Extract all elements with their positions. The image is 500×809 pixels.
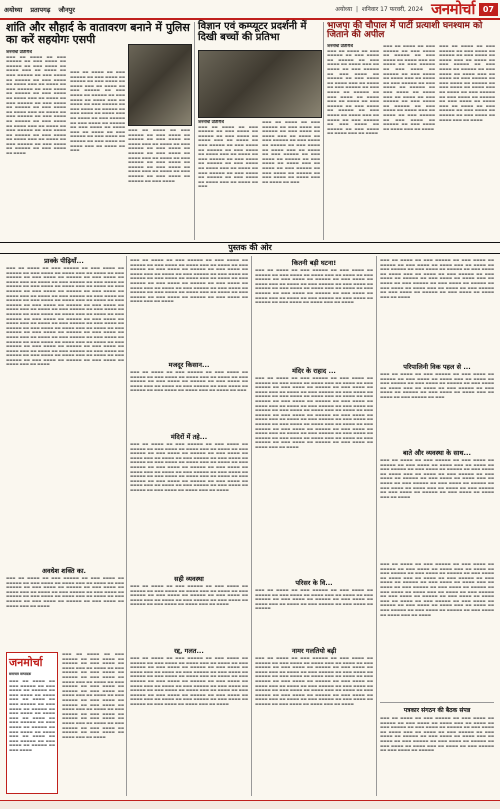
edition-name: जौनपुर (58, 5, 75, 14)
bottom-story-body (6, 266, 124, 562)
section-divider (380, 702, 494, 703)
column-divider (126, 256, 127, 796)
newspaper-logo: जनमोर्चा (431, 0, 475, 18)
page-number: 07 (479, 3, 498, 16)
body-text: ▬▬▬ ▬▬ ▬▬▬▬ ▬▬ ▬▬▬ ▬▬▬▬▬ ▬▬ ▬▬▬ ▬▬▬▬ ▬▬ ▬▬▬▬▬ ▬▬ ▬▬▬ ▬▬▬▬ ▬▬ ▬▬▬▬ ▬▬▬ ▬▬ ▬▬▬▬ ▬▬ ▬▬▬ ▬▬▬▬▬ ▬▬ ▬▬▬ ▬▬▬▬ ▬▬ ▬▬▬▬▬ ▬▬ ▬▬▬ ▬▬▬▬ ▬▬ ▬▬▬▬ ▬▬▬ ▬▬ ▬▬▬▬ ▬▬ ▬▬▬ ▬▬▬▬▬ ▬▬ ▬▬▬ ▬▬▬▬ ▬▬ ▬▬▬▬▬ ▬▬ ▬▬▬ ▬▬▬▬ ▬▬ ▬▬▬▬ ▬▬▬ ▬▬ ▬▬▬▬ ▬▬ ▬▬▬ ▬▬▬▬▬ ▬▬ ▬▬▬ ▬▬▬▬ ▬▬ ▬▬▬▬▬ ▬▬ ▬▬▬ ▬▬▬▬ ▬▬ ▬▬▬▬ ▬▬▬ ▬▬ ▬▬▬▬ ▬▬ ▬▬▬ ▬▬▬▬▬ ▬▬ ▬▬▬ ▬▬▬▬ ▬▬ ▬▬▬▬▬ ▬▬ ▬▬▬ ▬▬▬▬ ▬▬ ▬▬▬▬ ▬▬▬ ▬▬ ▬▬▬▬ ▬▬ ▬▬▬ ▬▬▬▬▬ ▬▬ ▬▬▬ ▬▬▬▬ ▬▬ ▬▬▬▬▬ ▬▬ ▬▬▬ ▬▬▬▬ ▬▬ ▬▬▬▬ ▬▬▬ ▬▬ ▬▬▬▬ ▬▬ ▬▬▬ ▬▬▬▬▬ ▬▬ ▬▬▬ ▬▬▬▬ ▬▬ ▬▬▬▬▬ ▬▬ ▬▬▬ ▬▬▬▬ ▬▬ ▬▬▬▬ ▬▬▬ ▬▬ ▬▬▬▬ (255, 656, 373, 706)
bottom-story-body (6, 576, 124, 648)
story2-headline: विज्ञान एवं कम्प्यूटर प्रदर्शनी में दिखी बच्चों की प्रतिभा (198, 21, 307, 43)
bottom-story-headline: मंदिरों में तहे... (170, 433, 208, 441)
bottom-story-headline: मंदिर के राहाद ... (292, 367, 336, 375)
body-text: ▬▬▬ ▬▬ ▬▬▬▬ ▬▬ ▬▬▬ ▬▬▬▬▬ ▬▬ ▬▬▬ ▬▬▬▬ ▬▬ ▬▬▬▬▬ ▬▬ ▬▬▬ ▬▬▬▬ ▬▬ ▬▬▬▬ ▬▬▬ ▬▬ ▬▬▬▬ ▬▬ ▬▬▬ ▬▬▬▬▬ ▬▬ ▬▬▬ ▬▬▬▬ ▬▬ ▬▬▬▬▬ ▬▬ ▬▬▬ ▬▬▬▬ ▬▬ ▬▬▬▬ ▬▬▬ ▬▬ ▬▬▬▬ ▬▬ ▬▬▬ ▬▬▬▬▬ ▬▬ ▬▬▬ ▬▬▬▬ ▬▬ ▬▬▬▬▬ ▬▬ ▬▬▬ ▬▬▬▬ ▬▬ ▬▬▬▬ ▬▬▬ ▬▬ ▬▬▬▬ ▬▬ ▬▬▬ ▬▬▬▬▬ ▬▬ ▬▬▬ ▬▬▬▬ ▬▬ ▬▬▬▬▬ ▬▬ ▬▬▬ ▬▬▬▬ ▬▬ ▬▬▬▬ ▬▬▬ ▬▬ ▬▬▬▬ ▬▬ ▬▬▬ ▬▬▬▬▬ ▬▬ ▬▬▬ ▬▬▬▬ ▬▬ ▬▬▬▬▬ ▬▬ ▬▬▬ ▬▬▬▬ ▬▬ ▬▬▬▬ ▬▬▬ ▬▬ ▬▬▬▬ (380, 258, 494, 299)
body-text: ▬▬▬ ▬▬ ▬▬▬▬ ▬▬ ▬▬▬ ▬▬▬▬▬ ▬▬ ▬▬▬ ▬▬▬▬ ▬▬ ▬▬▬▬▬ ▬▬ ▬▬▬ ▬▬▬▬ ▬▬ ▬▬▬▬ ▬▬▬ ▬▬ ▬▬▬▬ ▬▬ ▬▬▬ ▬▬▬▬▬ ▬▬ ▬▬▬ ▬▬▬▬ ▬▬ ▬▬▬▬▬ ▬▬ ▬▬▬ ▬▬▬▬ ▬▬ ▬▬▬▬ ▬▬▬ ▬▬ ▬▬▬▬ ▬▬ ▬▬▬ ▬▬▬▬▬ ▬▬ ▬▬▬ ▬▬▬▬ ▬▬ ▬▬▬▬▬ ▬▬ ▬▬▬ ▬▬▬▬ ▬▬ ▬▬▬▬ ▬▬▬ ▬▬ ▬▬▬▬ ▬▬ ▬▬▬ ▬▬▬▬▬ ▬▬ ▬▬▬ (380, 372, 494, 399)
editorial-logo: जनमोर्चा (9, 656, 43, 669)
body-text: ▬▬▬ ▬▬ ▬▬▬▬ ▬▬ ▬▬▬ ▬▬▬▬▬ ▬▬ ▬▬▬ ▬▬▬▬ ▬▬ ▬▬▬▬▬ ▬▬ ▬▬▬ ▬▬▬▬ ▬▬ ▬▬▬▬ ▬▬▬ ▬▬ ▬▬▬▬ ▬▬ ▬▬▬ ▬▬▬▬▬ ▬▬ ▬▬▬ ▬▬▬▬ ▬▬ ▬▬▬▬▬ ▬▬ ▬▬▬ ▬▬▬▬ ▬▬ ▬▬▬▬ ▬▬▬ ▬▬ ▬▬▬▬ ▬▬ ▬▬▬ ▬▬▬▬▬ ▬▬ ▬▬▬ ▬▬▬▬ ▬▬ ▬▬▬▬▬ ▬▬ ▬▬▬ ▬▬▬▬ ▬▬ ▬▬▬▬ ▬▬▬ ▬▬ ▬▬▬▬ ▬▬ ▬▬▬ ▬▬▬▬▬ ▬▬ ▬▬▬ ▬▬▬▬ ▬▬ ▬▬▬▬▬ ▬▬ ▬▬▬ ▬▬▬▬ ▬▬ ▬▬▬▬ ▬▬▬ ▬▬ ▬▬▬▬ ▬▬ ▬▬▬ ▬▬▬▬▬ ▬▬ ▬▬▬ ▬▬▬▬ ▬▬ ▬▬▬▬▬ ▬▬ ▬▬▬ ▬▬▬▬ ▬▬ ▬▬▬▬ ▬▬▬ ▬▬ ▬▬▬▬ ▬▬ ▬▬▬ ▬▬▬▬▬ ▬▬ ▬▬▬ ▬▬▬▬ ▬▬ ▬▬▬▬▬ ▬▬ ▬▬▬ ▬▬▬▬ ▬▬ ▬▬▬▬ ▬▬▬ ▬▬ ▬▬▬▬ ▬▬ ▬▬▬ ▬▬▬▬▬ ▬▬ ▬▬▬ ▬▬▬▬ ▬▬ ▬▬▬▬▬ ▬▬ ▬▬▬ ▬▬▬▬ ▬▬ ▬▬▬▬ ▬▬▬ ▬▬ ▬▬▬▬ (380, 562, 494, 617)
body-text: ▬▬▬ ▬▬ ▬▬▬▬ ▬▬ ▬▬▬ ▬▬▬▬▬ ▬▬ ▬▬▬ ▬▬▬▬ ▬▬ ▬▬▬▬▬ ▬▬ ▬▬▬ ▬▬▬▬ ▬▬ ▬▬▬▬ ▬▬▬ ▬▬ ▬▬▬▬ ▬▬ ▬▬▬ ▬▬▬▬▬ ▬▬ ▬▬▬ ▬▬▬▬ ▬▬ ▬▬▬▬▬ ▬▬ ▬▬▬ ▬▬▬▬ ▬▬ ▬▬▬▬ ▬▬▬ ▬▬ ▬▬▬▬ ▬▬ ▬▬▬ ▬▬▬▬▬ ▬▬ ▬▬▬ ▬▬▬▬ ▬▬ ▬▬▬▬▬ ▬▬ ▬▬▬ ▬▬▬▬ ▬▬ ▬▬▬▬ ▬▬▬ ▬▬ ▬▬▬▬ ▬▬ ▬▬▬ ▬▬▬▬▬ ▬▬ ▬▬▬ ▬▬▬▬ ▬▬ ▬▬▬▬▬ ▬▬ ▬▬▬ ▬▬▬▬ ▬▬ ▬▬▬▬ ▬▬▬ ▬▬ ▬▬▬▬ ▬▬ ▬▬▬ ▬▬▬▬▬ ▬▬ ▬▬▬ ▬▬▬▬ ▬▬ ▬▬▬▬▬ ▬▬ ▬▬▬ ▬▬▬▬ ▬▬ ▬▬▬▬ ▬▬▬ ▬▬ ▬▬▬▬ ▬▬ ▬▬▬ ▬▬▬▬▬ ▬▬ ▬▬▬ ▬▬▬▬ ▬▬ ▬▬▬▬▬ ▬▬ ▬▬▬ ▬▬▬▬ ▬▬ ▬▬▬▬ ▬▬▬ ▬▬ ▬▬▬▬ ▬▬ ▬▬▬ ▬▬▬▬▬ ▬▬ ▬▬▬ ▬▬▬▬ ▬▬ ▬▬▬▬▬ ▬▬ ▬▬▬ ▬▬▬▬ ▬▬ ▬▬▬▬ ▬▬▬ ▬▬ ▬▬▬▬ ▬▬ ▬▬▬ ▬▬▬▬▬ ▬▬ ▬▬▬ ▬▬▬▬ ▬▬ ▬▬▬▬▬ ▬▬ ▬▬▬ ▬▬▬▬ ▬▬ ▬▬▬▬ ▬▬▬ ▬▬ ▬▬▬▬ ▬▬ ▬▬▬ ▬▬▬▬▬ ▬▬ ▬▬▬ ▬▬▬▬ ▬▬ ▬▬▬▬▬ ▬▬ ▬▬▬ ▬▬▬▬ ▬▬ ▬▬▬▬ ▬▬▬ ▬▬ ▬▬▬▬ ▬▬ ▬▬▬ ▬▬▬▬▬ ▬▬ ▬▬▬ ▬▬▬▬ ▬▬ ▬▬▬▬▬ ▬▬ ▬▬▬ ▬▬▬▬ ▬▬ ▬▬▬▬ ▬▬▬ ▬▬ ▬▬▬▬ ▬▬ ▬▬▬ ▬▬▬▬▬ ▬▬ ▬▬▬ ▬▬▬▬ ▬▬ ▬▬▬▬▬ ▬▬ ▬▬▬ ▬▬▬▬ ▬▬ ▬▬▬▬ ▬▬▬ ▬▬ ▬▬▬▬ ▬▬ ▬▬▬ ▬▬▬▬▬ ▬▬ ▬▬▬ ▬▬▬▬ ▬▬ ▬▬▬▬▬ ▬▬ ▬▬▬ ▬▬▬▬ ▬▬ ▬▬▬▬ ▬▬▬ ▬▬ ▬▬▬▬ ▬▬ ▬▬▬ ▬▬▬▬▬ ▬▬ ▬▬▬ ▬▬▬▬ ▬▬ ▬▬▬▬▬ ▬▬ ▬▬▬ ▬▬▬▬ ▬▬ ▬▬▬▬ ▬▬▬ ▬▬ ▬▬▬▬ ▬▬ ▬▬▬ ▬▬▬▬▬ ▬▬ ▬▬▬ ▬▬▬▬ ▬▬ ▬▬▬▬▬ ▬▬ ▬▬▬ ▬▬▬▬ ▬▬ ▬▬▬▬ ▬▬▬ ▬▬ ▬▬▬▬ (6, 266, 124, 367)
body-text: ▬▬▬ ▬▬ ▬▬▬▬ ▬▬ ▬▬▬ ▬▬▬▬▬ ▬▬ ▬▬▬ ▬▬▬▬ ▬▬ ▬▬▬▬▬ ▬▬ ▬▬▬ ▬▬▬▬ ▬▬ ▬▬▬▬ ▬▬▬ ▬▬ ▬▬▬▬ ▬▬ ▬▬▬ ▬▬▬▬▬ ▬▬ ▬▬▬ ▬▬▬▬ ▬▬ ▬▬▬▬▬ ▬▬ ▬▬▬ ▬▬▬▬ ▬▬ ▬▬▬▬ ▬▬▬ ▬▬ ▬▬▬▬ ▬▬ ▬▬▬ ▬▬▬▬▬ ▬▬ ▬▬▬ ▬▬▬▬ ▬▬ ▬▬▬▬▬ ▬▬ ▬▬▬ ▬▬▬▬ ▬▬ ▬▬▬▬ ▬▬▬ ▬▬ ▬▬▬▬ ▬▬ ▬▬▬ ▬▬▬▬▬ ▬▬ ▬▬▬ ▬▬▬▬ ▬▬ ▬▬▬▬▬ ▬▬ ▬▬▬ ▬▬▬▬ ▬▬ ▬▬▬▬ ▬▬▬ ▬▬ ▬▬▬▬ ▬▬ ▬▬▬ ▬▬▬▬▬ ▬▬ ▬▬▬ ▬▬▬▬ ▬▬ ▬▬▬▬▬ (380, 716, 494, 753)
bottom-story-headline: परिसर के वि... (295, 579, 333, 587)
story1-photo (128, 44, 192, 126)
editorial-body (9, 679, 55, 789)
bottom-story-headline: प्राक्के पीढ़ियाँ... (44, 257, 84, 265)
bottom-story-body (255, 268, 373, 364)
bottom-story-body (255, 376, 373, 576)
bottom-story-headline: परिपालिनी विक पहल से ... (403, 363, 471, 371)
body-text: ▬▬▬ ▬▬ ▬▬▬▬ ▬▬ ▬▬▬ ▬▬▬▬▬ ▬▬ ▬▬▬ ▬▬▬▬ ▬▬ ▬▬▬▬▬ ▬▬ ▬▬▬ ▬▬▬▬ ▬▬ ▬▬▬▬ ▬▬▬ ▬▬ ▬▬▬▬ ▬▬ ▬▬▬ ▬▬▬▬▬ ▬▬ ▬▬▬ ▬▬▬▬ ▬▬ ▬▬▬▬▬ ▬▬ ▬▬▬ ▬▬▬▬ ▬▬ ▬▬▬▬ ▬▬▬ ▬▬ ▬▬▬▬ ▬▬ ▬▬▬ ▬▬▬▬▬ ▬▬ ▬▬▬ ▬▬▬▬ ▬▬ ▬▬▬▬▬ ▬▬ ▬▬▬ ▬▬▬▬ ▬▬ ▬▬▬▬ ▬▬▬ ▬▬ ▬▬▬▬ (130, 584, 248, 607)
body-text: ▬▬▬ ▬▬ ▬▬▬▬ ▬▬ ▬▬▬ ▬▬▬▬▬ ▬▬ ▬▬▬ ▬▬▬▬ ▬▬ ▬▬▬▬▬ ▬▬ ▬▬▬ ▬▬▬▬ ▬▬ ▬▬▬▬ ▬▬▬ ▬▬ ▬▬▬▬ ▬▬ ▬▬▬ ▬▬▬▬▬ ▬▬ ▬▬▬ ▬▬▬▬ ▬▬ ▬▬▬▬▬ ▬▬ ▬▬▬ ▬▬▬▬ ▬▬ ▬▬▬▬ ▬▬▬ ▬▬ ▬▬▬▬ ▬▬ ▬▬▬ ▬▬▬▬▬ ▬▬ ▬▬▬ ▬▬▬▬ ▬▬ ▬▬▬▬▬ ▬▬ ▬▬▬ ▬▬▬▬ ▬▬ ▬▬▬▬ ▬▬▬ ▬▬ ▬▬▬▬ ▬▬ ▬▬▬ ▬▬▬▬▬ ▬▬ ▬▬▬ ▬▬▬▬ ▬▬ ▬▬▬▬▬ ▬▬ ▬▬▬ ▬▬▬▬ ▬▬ ▬▬▬▬ ▬▬▬ ▬▬ ▬▬▬▬ ▬▬ ▬▬▬ ▬▬▬▬▬ ▬▬ ▬▬▬ ▬▬▬▬ ▬▬ ▬▬▬▬▬ ▬▬ ▬▬▬ ▬▬▬▬ ▬▬ ▬▬▬▬ ▬▬▬ ▬▬ ▬▬▬▬ ▬▬ ▬▬▬ ▬▬▬▬▬ ▬▬ ▬▬▬ ▬▬▬▬ ▬▬ ▬▬▬▬▬ ▬▬ ▬▬▬ ▬▬▬▬ ▬▬ ▬▬▬▬ ▬▬▬ ▬▬ ▬▬▬▬ ▬▬ ▬▬▬ ▬▬▬▬▬ ▬▬ ▬▬▬ ▬▬▬▬ ▬▬ ▬▬▬▬▬ ▬▬ ▬▬▬ ▬▬▬▬ ▬▬ ▬▬▬▬ ▬▬▬ ▬▬ ▬▬▬▬ (130, 656, 248, 706)
date-label: शनिवार 17 फरवरी, 2024 (361, 6, 424, 13)
bottom-story-headline: मजदूर किसान... (168, 361, 210, 369)
body-text: ▬▬▬ ▬▬ ▬▬▬▬ ▬▬ ▬▬▬ ▬▬▬▬▬ ▬▬ ▬▬▬ ▬▬▬▬ ▬▬ ▬▬▬▬▬ ▬▬ ▬▬▬ ▬▬▬▬ ▬▬ ▬▬▬▬ ▬▬▬ ▬▬ ▬▬▬▬ ▬▬ ▬▬▬ ▬▬▬▬▬ ▬▬ ▬▬▬ ▬▬▬▬ ▬▬ ▬▬▬▬▬ ▬▬ ▬▬▬ ▬▬▬▬ ▬▬ ▬▬▬▬ ▬▬▬ ▬▬ ▬▬▬▬ ▬▬ ▬▬▬ ▬▬▬▬▬ ▬▬ ▬▬▬ ▬▬▬▬ ▬▬ ▬▬▬▬▬ ▬▬ ▬▬▬ ▬▬▬▬ ▬▬ ▬▬▬▬ ▬▬▬ ▬▬ ▬▬▬▬ ▬▬ ▬▬▬ ▬▬▬▬▬ ▬▬ ▬▬▬ ▬▬▬▬ ▬▬ ▬▬▬▬▬ ▬▬ ▬▬▬ ▬▬▬▬ ▬▬ ▬▬▬▬ ▬▬▬ ▬▬ ▬▬▬▬ ▬▬ ▬▬▬ ▬▬▬▬▬ ▬▬ ▬▬▬ ▬▬▬▬ ▬▬ ▬▬▬▬▬ ▬▬ ▬▬▬ ▬▬▬▬ ▬▬ ▬▬▬▬ ▬▬▬ ▬▬ ▬▬▬▬ ▬▬ ▬▬▬ ▬▬▬▬▬ ▬▬ ▬▬▬ ▬▬▬▬ ▬▬ ▬▬▬▬▬ ▬▬ ▬▬▬ ▬▬▬▬ ▬▬ ▬▬▬▬ ▬▬▬ ▬▬ ▬▬▬▬ (62, 652, 124, 739)
body-text: ▬▬▬ ▬▬ ▬▬▬▬ ▬▬ ▬▬▬ ▬▬▬▬▬ ▬▬ ▬▬▬ ▬▬▬▬ ▬▬ ▬▬▬▬▬ ▬▬ ▬▬▬ ▬▬▬▬ ▬▬ ▬▬▬▬ ▬▬▬ ▬▬ ▬▬▬▬ ▬▬ ▬▬▬ ▬▬▬▬▬ ▬▬ ▬▬▬ ▬▬▬▬ ▬▬ ▬▬▬▬▬ ▬▬ ▬▬▬ ▬▬▬▬ ▬▬ ▬▬▬▬ ▬▬▬ ▬▬ ▬▬▬▬ ▬▬ ▬▬▬ ▬▬▬▬▬ ▬▬ ▬▬▬ ▬▬▬▬ ▬▬ ▬▬▬▬▬ ▬▬ ▬▬▬ ▬▬▬▬ ▬▬ ▬▬▬▬ ▬▬▬ ▬▬ ▬▬▬▬ ▬▬ ▬▬▬ ▬▬▬▬▬ ▬▬ ▬▬▬ ▬▬▬▬ ▬▬ ▬▬▬▬▬ ▬▬ ▬▬▬ ▬▬▬▬ ▬▬ ▬▬▬▬ ▬▬▬ ▬▬ ▬▬▬▬ ▬▬ ▬▬▬ ▬▬▬▬▬ ▬▬ ▬▬▬ ▬▬▬▬ ▬▬ ▬▬▬▬▬ ▬▬ ▬▬▬ ▬▬▬▬ ▬▬ ▬▬▬▬ ▬▬▬ ▬▬ ▬▬▬▬ ▬▬ ▬▬▬ (70, 70, 125, 153)
body-text: ▬▬▬ ▬▬ ▬▬▬▬ ▬▬ ▬▬▬ ▬▬▬▬▬ ▬▬ ▬▬▬ ▬▬▬▬ ▬▬ ▬▬▬▬▬ ▬▬ ▬▬▬ ▬▬▬▬ ▬▬ ▬▬▬▬ ▬▬▬ ▬▬ ▬▬▬▬ ▬▬ ▬▬▬ ▬▬▬▬▬ ▬▬ ▬▬▬ ▬▬▬▬ ▬▬ ▬▬▬▬▬ ▬▬ ▬▬▬ ▬▬▬▬ ▬▬ ▬▬▬▬ ▬▬▬ ▬▬ ▬▬▬▬ ▬▬ ▬▬▬ ▬▬▬▬▬ ▬▬ ▬▬▬ ▬▬▬▬ ▬▬ ▬▬▬▬▬ ▬▬ ▬▬▬ ▬▬▬▬ ▬▬ ▬▬▬▬ ▬▬▬ ▬▬ ▬▬▬▬ ▬▬ ▬▬▬ ▬▬▬▬▬ ▬▬ ▬▬▬ ▬▬▬▬ ▬▬ ▬▬▬▬▬ ▬▬ ▬▬▬ ▬▬▬▬ ▬▬ ▬▬▬▬ ▬▬▬ ▬▬ ▬▬▬▬ ▬▬ ▬▬▬ (198, 124, 258, 189)
bottom-story-headline: कितनी बड़ी घटना! (291, 259, 337, 267)
bottom-story-body (380, 258, 494, 358)
bottom-story-body (130, 584, 248, 644)
story3-body-col3 (439, 44, 495, 238)
body-text: ▬▬▬ ▬▬ ▬▬▬▬ ▬▬ ▬▬▬ ▬▬▬▬▬ ▬▬ ▬▬▬ ▬▬▬▬ ▬▬ ▬▬▬▬▬ ▬▬ ▬▬▬ ▬▬▬▬ ▬▬ ▬▬▬▬ ▬▬▬ ▬▬ ▬▬▬▬ ▬▬ ▬▬▬ ▬▬▬▬▬ ▬▬ ▬▬▬ ▬▬▬▬ ▬▬ ▬▬▬▬▬ ▬▬ ▬▬▬ ▬▬▬▬ ▬▬ ▬▬▬▬ ▬▬▬ ▬▬ ▬▬▬▬ ▬▬ ▬▬▬ ▬▬▬▬▬ ▬▬ ▬▬▬ ▬▬▬▬ ▬▬ ▬▬▬▬▬ ▬▬ ▬▬▬ ▬▬▬▬ ▬▬ ▬▬▬▬ ▬▬▬ ▬▬ ▬▬▬▬ ▬▬ ▬▬▬ ▬▬▬▬▬ ▬▬ ▬▬▬ ▬▬▬▬ ▬▬ ▬▬▬▬▬ ▬▬ ▬▬▬ ▬▬▬▬ ▬▬ ▬▬▬▬ ▬▬▬ ▬▬ ▬▬▬▬ ▬▬ ▬▬▬ ▬▬▬▬▬ ▬▬ ▬▬▬ ▬▬▬▬ ▬▬ ▬▬▬▬▬ ▬▬ ▬▬▬ ▬▬▬▬ ▬▬ ▬▬▬▬ ▬▬▬ ▬▬ ▬▬▬▬ ▬▬ ▬▬▬ ▬▬▬▬▬ ▬▬ ▬▬▬ ▬▬▬▬ ▬▬ ▬▬▬▬▬ ▬▬ ▬▬▬ ▬▬▬▬ ▬▬ ▬▬▬▬ ▬▬▬ ▬▬ ▬▬▬▬ ▬▬ ▬▬▬ ▬▬▬▬▬ ▬▬ ▬▬▬ ▬▬▬▬ ▬▬ ▬▬▬▬▬ ▬▬ ▬▬▬ ▬▬▬▬ ▬▬ ▬▬▬▬ (6, 54, 66, 156)
body-text: ▬▬▬ ▬▬ ▬▬▬▬ ▬▬ ▬▬▬ ▬▬▬▬▬ ▬▬ ▬▬▬ ▬▬▬▬ ▬▬ ▬▬▬▬▬ ▬▬ ▬▬▬ ▬▬▬▬ ▬▬ ▬▬▬▬ ▬▬▬ ▬▬ ▬▬▬▬ ▬▬ ▬▬▬ ▬▬▬▬▬ ▬▬ ▬▬▬ ▬▬▬▬ ▬▬ ▬▬▬▬▬ ▬▬ ▬▬▬ ▬▬▬▬ ▬▬ ▬▬▬▬ ▬▬▬ ▬▬ ▬▬▬▬ ▬▬ ▬▬▬ ▬▬▬▬▬ ▬▬ ▬▬▬ ▬▬▬▬ ▬▬ ▬▬▬▬▬ ▬▬ ▬▬▬ ▬▬▬▬ ▬▬ ▬▬▬▬ ▬▬▬ ▬▬ ▬▬▬▬ ▬▬ ▬▬▬ ▬▬▬▬▬ ▬▬ ▬▬▬ ▬▬▬▬ ▬▬ ▬▬▬▬▬ ▬▬ ▬▬▬ ▬▬▬▬ (9, 679, 55, 752)
edition-name: प्रतापगढ़ (30, 5, 51, 14)
body-text: ▬▬▬ ▬▬ ▬▬▬▬ ▬▬ ▬▬▬ ▬▬▬▬▬ ▬▬ ▬▬▬ ▬▬▬▬ ▬▬ ▬▬▬▬▬ ▬▬ ▬▬▬ ▬▬▬▬ ▬▬ ▬▬▬▬ ▬▬▬ ▬▬ ▬▬▬▬ ▬▬ ▬▬▬ ▬▬▬▬▬ ▬▬ ▬▬▬ ▬▬▬▬ ▬▬ ▬▬▬▬▬ ▬▬ ▬▬▬ ▬▬▬▬ ▬▬ ▬▬▬▬ ▬▬▬ ▬▬ ▬▬▬▬ ▬▬ ▬▬▬ ▬▬▬▬▬ ▬▬ ▬▬▬ ▬▬▬▬ ▬▬ ▬▬▬▬▬ ▬▬ ▬▬▬ ▬▬▬▬ ▬▬ ▬▬▬▬ ▬▬▬ ▬▬ ▬▬▬▬ ▬▬ ▬▬▬ ▬▬▬▬▬ ▬▬ ▬▬▬ ▬▬▬▬ ▬▬ ▬▬▬▬▬ ▬▬ ▬▬▬ ▬▬▬▬ ▬▬ ▬▬▬▬ ▬▬▬ ▬▬ ▬▬▬▬ ▬▬ ▬▬▬ (262, 120, 320, 184)
bottom-story-headline: रद्द, गलत... (174, 647, 204, 655)
bottom-story-body (380, 562, 494, 700)
column-divider (251, 256, 252, 796)
body-text: ▬▬▬ ▬▬ ▬▬▬▬ ▬▬ ▬▬▬ ▬▬▬▬▬ ▬▬ ▬▬▬ ▬▬▬▬ ▬▬ ▬▬▬▬▬ ▬▬ ▬▬▬ ▬▬▬▬ ▬▬ ▬▬▬▬ ▬▬▬ ▬▬ ▬▬▬▬ ▬▬ ▬▬▬ ▬▬▬▬▬ ▬▬ ▬▬▬ ▬▬▬▬ ▬▬ ▬▬▬▬▬ ▬▬ ▬▬▬ ▬▬▬▬ ▬▬ ▬▬▬▬ ▬▬▬ ▬▬ ▬▬▬▬ ▬▬ ▬▬▬ ▬▬▬▬▬ ▬▬ ▬▬▬ ▬▬▬▬ ▬▬ ▬▬▬▬▬ ▬▬ ▬▬▬ ▬▬▬▬ ▬▬ ▬▬▬▬ ▬▬▬ ▬▬ ▬▬▬▬ ▬▬ ▬▬▬ ▬▬▬▬▬ ▬▬ ▬▬▬ ▬▬▬▬ ▬▬ ▬▬▬▬▬ ▬▬ ▬▬▬ ▬▬▬▬ ▬▬ ▬▬▬▬ ▬▬▬ ▬▬ ▬▬▬▬ ▬▬ ▬▬▬ ▬▬▬▬▬ ▬▬ ▬▬▬ ▬▬▬▬ ▬▬ ▬▬▬▬▬ ▬▬ ▬▬▬ ▬▬▬▬ ▬▬ ▬▬▬▬ ▬▬▬ ▬▬ ▬▬▬▬ (380, 458, 494, 499)
city-label: अयोध्या (335, 6, 353, 13)
body-text: ▬▬▬ ▬▬ ▬▬▬▬ ▬▬ ▬▬▬ ▬▬▬▬▬ ▬▬ ▬▬▬ ▬▬▬▬ ▬▬ ▬▬▬▬▬ ▬▬ ▬▬▬ ▬▬▬▬ ▬▬ ▬▬▬▬ ▬▬▬ ▬▬ ▬▬▬▬ ▬▬ ▬▬▬ ▬▬▬▬▬ ▬▬ ▬▬▬ ▬▬▬▬ ▬▬ ▬▬▬▬▬ ▬▬ ▬▬▬ ▬▬▬▬ ▬▬ ▬▬▬▬ ▬▬▬ ▬▬ ▬▬▬▬ ▬▬ ▬▬▬ ▬▬▬▬▬ ▬▬ ▬▬▬ ▬▬▬▬ ▬▬ ▬▬▬▬▬ ▬▬ ▬▬▬ ▬▬▬▬ ▬▬ ▬▬▬▬ ▬▬▬ ▬▬ ▬▬▬▬ ▬▬ ▬▬▬ ▬▬▬▬▬ ▬▬ ▬▬▬ ▬▬▬▬ ▬▬ ▬▬▬▬▬ ▬▬ ▬▬▬ ▬▬▬▬ ▬▬ ▬▬▬▬ ▬▬▬ ▬▬ ▬▬▬▬ ▬▬ ▬▬▬ ▬▬▬▬▬ ▬▬ ▬▬▬ ▬▬▬▬ ▬▬ ▬▬▬▬▬ ▬▬ ▬▬▬ ▬▬▬▬ ▬▬ ▬▬▬▬ ▬▬▬ ▬▬ ▬▬▬▬ (383, 44, 435, 131)
bottom-story-body (130, 442, 248, 572)
bottom-story-headline: पत्रकार संगठन की बैठक संपन्न (403, 707, 471, 714)
bottom-story-body (380, 716, 494, 794)
body-text: ▬▬▬ ▬▬ ▬▬▬▬ ▬▬ ▬▬▬ ▬▬▬▬▬ ▬▬ ▬▬▬ ▬▬▬▬ ▬▬ ▬▬▬▬▬ ▬▬ ▬▬▬ ▬▬▬▬ ▬▬ ▬▬▬▬ ▬▬▬ ▬▬ ▬▬▬▬ ▬▬ ▬▬▬ ▬▬▬▬▬ ▬▬ ▬▬▬ ▬▬▬▬ ▬▬ ▬▬▬▬▬ ▬▬ ▬▬▬ ▬▬▬▬ ▬▬ ▬▬▬▬ ▬▬▬ ▬▬ ▬▬▬▬ ▬▬ ▬▬▬ ▬▬▬▬▬ ▬▬ ▬▬▬ ▬▬▬▬ ▬▬ ▬▬▬▬▬ (255, 588, 373, 611)
column-divider (194, 22, 195, 240)
footer-bar (0, 800, 500, 809)
bottom-story-body (380, 372, 494, 444)
story2-body (198, 120, 258, 238)
body-text: ▬▬▬ ▬▬ ▬▬▬▬ ▬▬ ▬▬▬ ▬▬▬▬▬ ▬▬ ▬▬▬ ▬▬▬▬ ▬▬ ▬▬▬▬▬ ▬▬ ▬▬▬ ▬▬▬▬ ▬▬ ▬▬▬▬ ▬▬▬ ▬▬ ▬▬▬▬ ▬▬ ▬▬▬ ▬▬▬▬▬ ▬▬ ▬▬▬ ▬▬▬▬ ▬▬ ▬▬▬▬▬ ▬▬ ▬▬▬ ▬▬▬▬ ▬▬ ▬▬▬▬ ▬▬▬ ▬▬ ▬▬▬▬ ▬▬ ▬▬▬ ▬▬▬▬▬ ▬▬ ▬▬▬ ▬▬▬▬ ▬▬ ▬▬▬▬▬ ▬▬ ▬▬▬ ▬▬▬▬ ▬▬ ▬▬▬▬ ▬▬▬ ▬▬ ▬▬▬▬ ▬▬ ▬▬▬ ▬▬▬▬▬ ▬▬ ▬▬▬ ▬▬▬▬ ▬▬ ▬▬▬▬▬ ▬▬ ▬▬▬ ▬▬▬▬ ▬▬ ▬▬▬▬ ▬▬▬ ▬▬ ▬▬▬▬ ▬▬ ▬▬▬ ▬▬▬▬▬ ▬▬ ▬▬▬ ▬▬▬▬ ▬▬ ▬▬▬▬▬ ▬▬ ▬▬▬ ▬▬▬▬ ▬▬ ▬▬▬▬ ▬▬▬ ▬▬ ▬▬▬▬ (439, 44, 495, 122)
bottom-story-body (62, 652, 124, 794)
story1-headline: शांति और सौहार्द के वातावरण बनाने में पुलिस का करें सहयोगः एसपी (6, 21, 190, 46)
body-text: ▬▬▬ ▬▬ ▬▬▬▬ ▬▬ ▬▬▬ ▬▬▬▬▬ ▬▬ ▬▬▬ ▬▬▬▬ ▬▬ ▬▬▬▬▬ ▬▬ ▬▬▬ ▬▬▬▬ ▬▬ ▬▬▬▬ ▬▬▬ ▬▬ ▬▬▬▬ ▬▬ ▬▬▬ ▬▬▬▬▬ ▬▬ ▬▬▬ ▬▬▬▬ ▬▬ ▬▬▬▬▬ ▬▬ ▬▬▬ ▬▬▬▬ ▬▬ ▬▬▬▬ ▬▬▬ ▬▬ ▬▬▬▬ ▬▬ ▬▬▬ ▬▬▬▬▬ ▬▬ ▬▬▬ ▬▬▬▬ ▬▬ ▬▬▬▬▬ ▬▬ ▬▬▬ ▬▬▬▬ ▬▬ ▬▬▬▬ ▬▬▬ ▬▬ ▬▬▬▬ ▬▬ ▬▬▬ ▬▬▬▬▬ ▬▬ ▬▬▬ ▬▬▬▬ ▬▬ ▬▬▬▬▬ ▬▬ ▬▬▬ ▬▬▬▬ ▬▬ ▬▬▬▬ ▬▬▬ ▬▬ ▬▬▬▬ ▬▬ ▬▬▬ ▬▬▬▬▬ ▬▬ ▬▬▬ ▬▬▬▬ ▬▬ ▬▬▬▬▬ ▬▬ ▬▬▬ ▬▬▬▬ ▬▬ ▬▬▬▬ ▬▬▬ ▬▬ ▬▬▬▬ (327, 48, 379, 136)
column-divider (376, 256, 377, 796)
story3-body (327, 44, 379, 238)
body-text: ▬▬▬ ▬▬ ▬▬▬▬ ▬▬ ▬▬▬ ▬▬▬▬▬ ▬▬ ▬▬▬ ▬▬▬▬ ▬▬ ▬▬▬▬▬ ▬▬ ▬▬▬ ▬▬▬▬ ▬▬ ▬▬▬▬ ▬▬▬ ▬▬ ▬▬▬▬ ▬▬ ▬▬▬ ▬▬▬▬▬ ▬▬ ▬▬▬ ▬▬▬▬ ▬▬ ▬▬▬▬▬ ▬▬ ▬▬▬ ▬▬▬▬ ▬▬ ▬▬▬▬ ▬▬▬ ▬▬ ▬▬▬▬ ▬▬ ▬▬▬ ▬▬▬▬▬ ▬▬ ▬▬▬ ▬▬▬▬ ▬▬ ▬▬▬▬▬ ▬▬ ▬▬▬ ▬▬▬▬ ▬▬ ▬▬▬▬ ▬▬▬ ▬▬ ▬▬▬▬ ▬▬ ▬▬▬ ▬▬▬▬▬ ▬▬ ▬▬▬ ▬▬▬▬ ▬▬ ▬▬▬▬▬ ▬▬ ▬▬▬ ▬▬▬▬ ▬▬ ▬▬▬▬ ▬▬▬ ▬▬ ▬▬▬▬ ▬▬ ▬▬▬ ▬▬▬▬▬ ▬▬ ▬▬▬ ▬▬▬▬ ▬▬ ▬▬▬▬▬ ▬▬ ▬▬▬ ▬▬▬▬ ▬▬ ▬▬▬▬ ▬▬▬ ▬▬ ▬▬▬▬ (255, 268, 373, 305)
body-text: ▬▬▬ ▬▬ ▬▬▬▬ ▬▬ ▬▬▬ ▬▬▬▬▬ ▬▬ ▬▬▬ ▬▬▬▬ ▬▬ ▬▬▬▬▬ ▬▬ ▬▬▬ ▬▬▬▬ ▬▬ ▬▬▬▬ ▬▬▬ ▬▬ ▬▬▬▬ ▬▬ ▬▬▬ ▬▬▬▬▬ ▬▬ ▬▬▬ ▬▬▬▬ ▬▬ ▬▬▬▬▬ ▬▬ ▬▬▬ ▬▬▬▬ ▬▬ ▬▬▬▬ ▬▬▬ ▬▬ ▬▬▬▬ ▬▬ ▬▬▬ ▬▬▬▬▬ ▬▬ ▬▬▬ ▬▬▬▬ ▬▬ ▬▬▬▬▬ ▬▬ ▬▬▬ ▬▬▬▬ ▬▬ ▬▬▬▬ ▬▬▬ ▬▬ ▬▬▬▬ ▬▬ ▬▬▬ ▬▬▬▬▬ ▬▬ ▬▬▬ ▬▬▬▬ ▬▬ ▬▬▬▬▬ ▬▬ ▬▬▬ ▬▬▬▬ ▬▬ ▬▬▬▬ ▬▬▬ ▬▬ ▬▬▬▬ (6, 576, 124, 608)
body-text: ▬▬▬ ▬▬ ▬▬▬▬ ▬▬ ▬▬▬ ▬▬▬▬▬ ▬▬ ▬▬▬ ▬▬▬▬ ▬▬ ▬▬▬▬▬ ▬▬ ▬▬▬ ▬▬▬▬ ▬▬ ▬▬▬▬ ▬▬▬ ▬▬ ▬▬▬▬ ▬▬ ▬▬▬ ▬▬▬▬▬ ▬▬ ▬▬▬ ▬▬▬▬ ▬▬ ▬▬▬▬▬ ▬▬ ▬▬▬ ▬▬▬▬ ▬▬ ▬▬▬▬ ▬▬▬ ▬▬ ▬▬▬▬ ▬▬ ▬▬▬ ▬▬▬▬▬ ▬▬ ▬▬▬ ▬▬▬▬ ▬▬ ▬▬▬▬▬ ▬▬ ▬▬▬ ▬▬▬▬ ▬▬ ▬▬▬▬ ▬▬▬ ▬▬ ▬▬▬▬ ▬▬ ▬▬▬ ▬▬▬▬▬ ▬▬ ▬▬▬ ▬▬▬▬ ▬▬ ▬▬▬▬▬ ▬▬ ▬▬▬ ▬▬▬▬ ▬▬ ▬▬▬▬ ▬▬▬ ▬▬ ▬▬▬▬ ▬▬ ▬▬▬ ▬▬▬▬▬ ▬▬ ▬▬▬ ▬▬▬▬ ▬▬ ▬▬▬▬▬ ▬▬ ▬▬▬ ▬▬▬▬ ▬▬ ▬▬▬▬ ▬▬▬ ▬▬ ▬▬▬▬ ▬▬ ▬▬▬ ▬▬▬▬▬ ▬▬ ▬▬▬ ▬▬▬▬ ▬▬ ▬▬▬▬▬ ▬▬ ▬▬▬ ▬▬▬▬ ▬▬ ▬▬▬▬ ▬▬▬ ▬▬ ▬▬▬▬ ▬▬ ▬▬▬ ▬▬▬▬▬ ▬▬ ▬▬▬ ▬▬▬▬ ▬▬ ▬▬▬▬▬ ▬▬ ▬▬▬ ▬▬▬▬ ▬▬ ▬▬▬▬ ▬▬▬ ▬▬ ▬▬▬▬ ▬▬ ▬▬▬ ▬▬▬▬▬ ▬▬ ▬▬▬ ▬▬▬▬ ▬▬ ▬▬▬▬▬ ▬▬ ▬▬▬ ▬▬▬▬ ▬▬ ▬▬▬▬ ▬▬▬ ▬▬ ▬▬▬▬ ▬▬ ▬▬▬ ▬▬▬▬▬ ▬▬ ▬▬▬ ▬▬▬▬ ▬▬ ▬▬▬▬▬ ▬▬ ▬▬▬ ▬▬▬▬ ▬▬ ▬▬▬▬ ▬▬▬ ▬▬ ▬▬▬▬ ▬▬ ▬▬▬ ▬▬▬▬▬ ▬▬ ▬▬▬ ▬▬▬▬ ▬▬ ▬▬▬▬▬ ▬▬ ▬▬▬ ▬▬▬▬ ▬▬ ▬▬▬▬ ▬▬▬ ▬▬ ▬▬▬▬ (255, 376, 373, 449)
bottom-story-body (130, 370, 248, 430)
dateline: अयोध्या | शनिवार 17 फरवरी, 2024 (335, 6, 424, 13)
editorial-box (6, 652, 58, 794)
bottom-story-body (255, 588, 373, 644)
story2-byline: जनमोर्चा प्रतिनिधि (198, 120, 224, 124)
bottom-story-body (255, 656, 373, 794)
section-title: पुस्तक की ओर (0, 242, 500, 254)
masthead (0, 0, 500, 20)
story1-body (6, 50, 66, 238)
body-text: ▬▬▬ ▬▬ ▬▬▬▬ ▬▬ ▬▬▬ ▬▬▬▬▬ ▬▬ ▬▬▬ ▬▬▬▬ ▬▬ ▬▬▬▬▬ ▬▬ ▬▬▬ ▬▬▬▬ ▬▬ ▬▬▬▬ ▬▬▬ ▬▬ ▬▬▬▬ ▬▬ ▬▬▬ ▬▬▬▬▬ ▬▬ ▬▬▬ ▬▬▬▬ ▬▬ ▬▬▬▬▬ ▬▬ ▬▬▬ ▬▬▬▬ ▬▬ ▬▬▬▬ ▬▬▬ ▬▬ ▬▬▬▬ ▬▬ ▬▬▬ ▬▬▬▬▬ ▬▬ ▬▬▬ ▬▬▬▬ ▬▬ ▬▬▬▬▬ ▬▬ ▬▬▬ ▬▬▬▬ ▬▬ ▬▬▬▬ ▬▬▬ ▬▬ ▬▬▬▬ ▬▬ ▬▬▬ ▬▬▬▬▬ ▬▬ ▬▬▬ ▬▬▬▬ ▬▬ ▬▬▬▬▬ ▬▬ ▬▬▬ ▬▬▬▬ ▬▬ ▬▬▬▬ ▬▬▬ ▬▬ ▬▬▬▬ ▬▬ ▬▬▬ ▬▬▬▬▬ ▬▬ ▬▬▬ ▬▬▬▬ ▬▬ ▬▬▬▬▬ ▬▬ ▬▬▬ ▬▬▬▬ ▬▬ ▬▬▬▬ ▬▬▬ ▬▬ ▬▬▬▬ ▬▬ ▬▬▬ ▬▬▬▬▬ ▬▬ ▬▬▬ ▬▬▬▬ ▬▬ ▬▬▬▬▬ ▬▬ ▬▬▬ ▬▬▬▬ ▬▬ ▬▬▬▬ ▬▬▬ ▬▬ ▬▬▬▬ ▬▬ ▬▬▬ ▬▬▬▬▬ ▬▬ ▬▬▬ ▬▬▬▬ ▬▬ ▬▬▬▬▬ ▬▬ ▬▬▬ ▬▬▬▬ ▬▬ ▬▬▬▬ ▬▬▬ ▬▬ ▬▬▬▬ (130, 442, 248, 492)
story3-headline: भाजपा की चौपाल में पार्टी प्रत्याशी घनश्याम को जिताने की अपील (327, 21, 483, 41)
editorial-subtitle: समाचार सम्पादक (9, 672, 32, 676)
story1-body-col2 (70, 70, 125, 238)
edition-list (0, 5, 75, 14)
bottom-story-body (380, 458, 494, 558)
body-text: ▬▬▬ ▬▬ ▬▬▬▬ ▬▬ ▬▬▬ ▬▬▬▬▬ ▬▬ ▬▬▬ ▬▬▬▬ ▬▬ ▬▬▬▬▬ ▬▬ ▬▬▬ ▬▬▬▬ ▬▬ ▬▬▬▬ ▬▬▬ ▬▬ ▬▬▬▬ ▬▬ ▬▬▬ ▬▬▬▬▬ ▬▬ ▬▬▬ ▬▬▬▬ ▬▬ ▬▬▬▬▬ ▬▬ ▬▬▬ ▬▬▬▬ ▬▬ ▬▬▬▬ ▬▬▬ ▬▬ ▬▬▬▬ ▬▬ ▬▬▬ ▬▬▬▬▬ ▬▬ ▬▬▬ ▬▬▬▬ ▬▬ ▬▬▬▬▬ ▬▬ ▬▬▬ ▬▬▬▬ ▬▬ ▬▬▬▬ ▬▬▬ ▬▬ ▬▬▬▬ ▬▬ ▬▬▬ (130, 370, 248, 393)
story1-byline: जनमोर्चा प्रतिनिधि (6, 50, 32, 54)
bottom-story-headline: सही व्यवस्था (174, 575, 204, 583)
edition-name: अयोध्या (4, 5, 23, 14)
body-text: ▬▬▬ ▬▬ ▬▬▬▬ ▬▬ ▬▬▬ ▬▬▬▬▬ ▬▬ ▬▬▬ ▬▬▬▬ ▬▬ ▬▬▬▬▬ ▬▬ ▬▬▬ ▬▬▬▬ ▬▬ ▬▬▬▬ ▬▬▬ ▬▬ ▬▬▬▬ ▬▬ ▬▬▬ ▬▬▬▬▬ ▬▬ ▬▬▬ ▬▬▬▬ ▬▬ ▬▬▬▬▬ ▬▬ ▬▬▬ ▬▬▬▬ ▬▬ ▬▬▬▬ ▬▬▬ ▬▬ ▬▬▬▬ ▬▬ ▬▬▬ ▬▬▬▬▬ ▬▬ ▬▬▬ ▬▬▬▬ ▬▬ ▬▬▬▬▬ ▬▬ ▬▬▬ ▬▬▬▬ ▬▬ ▬▬▬▬ ▬▬▬ ▬▬ ▬▬▬▬ ▬▬ ▬▬▬ ▬▬▬▬▬ ▬▬ ▬▬▬ ▬▬▬▬ ▬▬ ▬▬▬▬▬ ▬▬ ▬▬▬ ▬▬▬▬ ▬▬ ▬▬▬▬ ▬▬▬ ▬▬ ▬▬▬▬ ▬▬ ▬▬▬ ▬▬▬▬▬ ▬▬ ▬▬▬ ▬▬▬▬ ▬▬ ▬▬▬▬▬ ▬▬ ▬▬▬ ▬▬▬▬ ▬▬ ▬▬▬▬ ▬▬▬ ▬▬ ▬▬▬▬ ▬▬ ▬▬▬ ▬▬▬▬▬ ▬▬ ▬▬▬ ▬▬▬▬ ▬▬ ▬▬▬▬▬ ▬▬ ▬▬▬ ▬▬▬▬ ▬▬ ▬▬▬▬ ▬▬▬ ▬▬ ▬▬▬▬ (130, 258, 248, 304)
story3-byline: जनमोर्चा प्रतिनिधि (327, 44, 353, 48)
bottom-story-body (130, 258, 248, 358)
story2-body-col2 (262, 120, 320, 238)
bottom-story-body (130, 656, 248, 794)
bottom-story-headline: नामर गलतियो बढ़ी (291, 647, 337, 655)
body-text: ▬▬▬ ▬▬ ▬▬▬▬ ▬▬ ▬▬▬ ▬▬▬▬▬ ▬▬ ▬▬▬ ▬▬▬▬ ▬▬ ▬▬▬▬▬ ▬▬ ▬▬▬ ▬▬▬▬ ▬▬ ▬▬▬▬ ▬▬▬ ▬▬ ▬▬▬▬ ▬▬ ▬▬▬ ▬▬▬▬▬ ▬▬ ▬▬▬ ▬▬▬▬ ▬▬ ▬▬▬▬▬ ▬▬ ▬▬▬ ▬▬▬▬ ▬▬ ▬▬▬▬ ▬▬▬ ▬▬ ▬▬▬▬ ▬▬ ▬▬▬ ▬▬▬▬▬ ▬▬ ▬▬▬ ▬▬▬▬ ▬▬ ▬▬▬▬▬ ▬▬ ▬▬▬ ▬▬▬▬ ▬▬ ▬▬▬▬ ▬▬▬ ▬▬ ▬▬▬▬ ▬▬ ▬▬▬ ▬▬▬▬▬ ▬▬ ▬▬▬ ▬▬▬▬ ▬▬ ▬▬▬▬▬ ▬▬ ▬▬▬ ▬▬▬▬ (128, 128, 190, 183)
story3-body-col2 (383, 44, 435, 238)
story1-body-col3 (128, 128, 190, 238)
story2-photo (198, 50, 322, 118)
bottom-story-headline: अवधेश शक्ति का. (42, 567, 86, 575)
bottom-story-headline: बाते और व्यवस्था के साथ... (403, 449, 471, 457)
column-divider (323, 22, 324, 240)
